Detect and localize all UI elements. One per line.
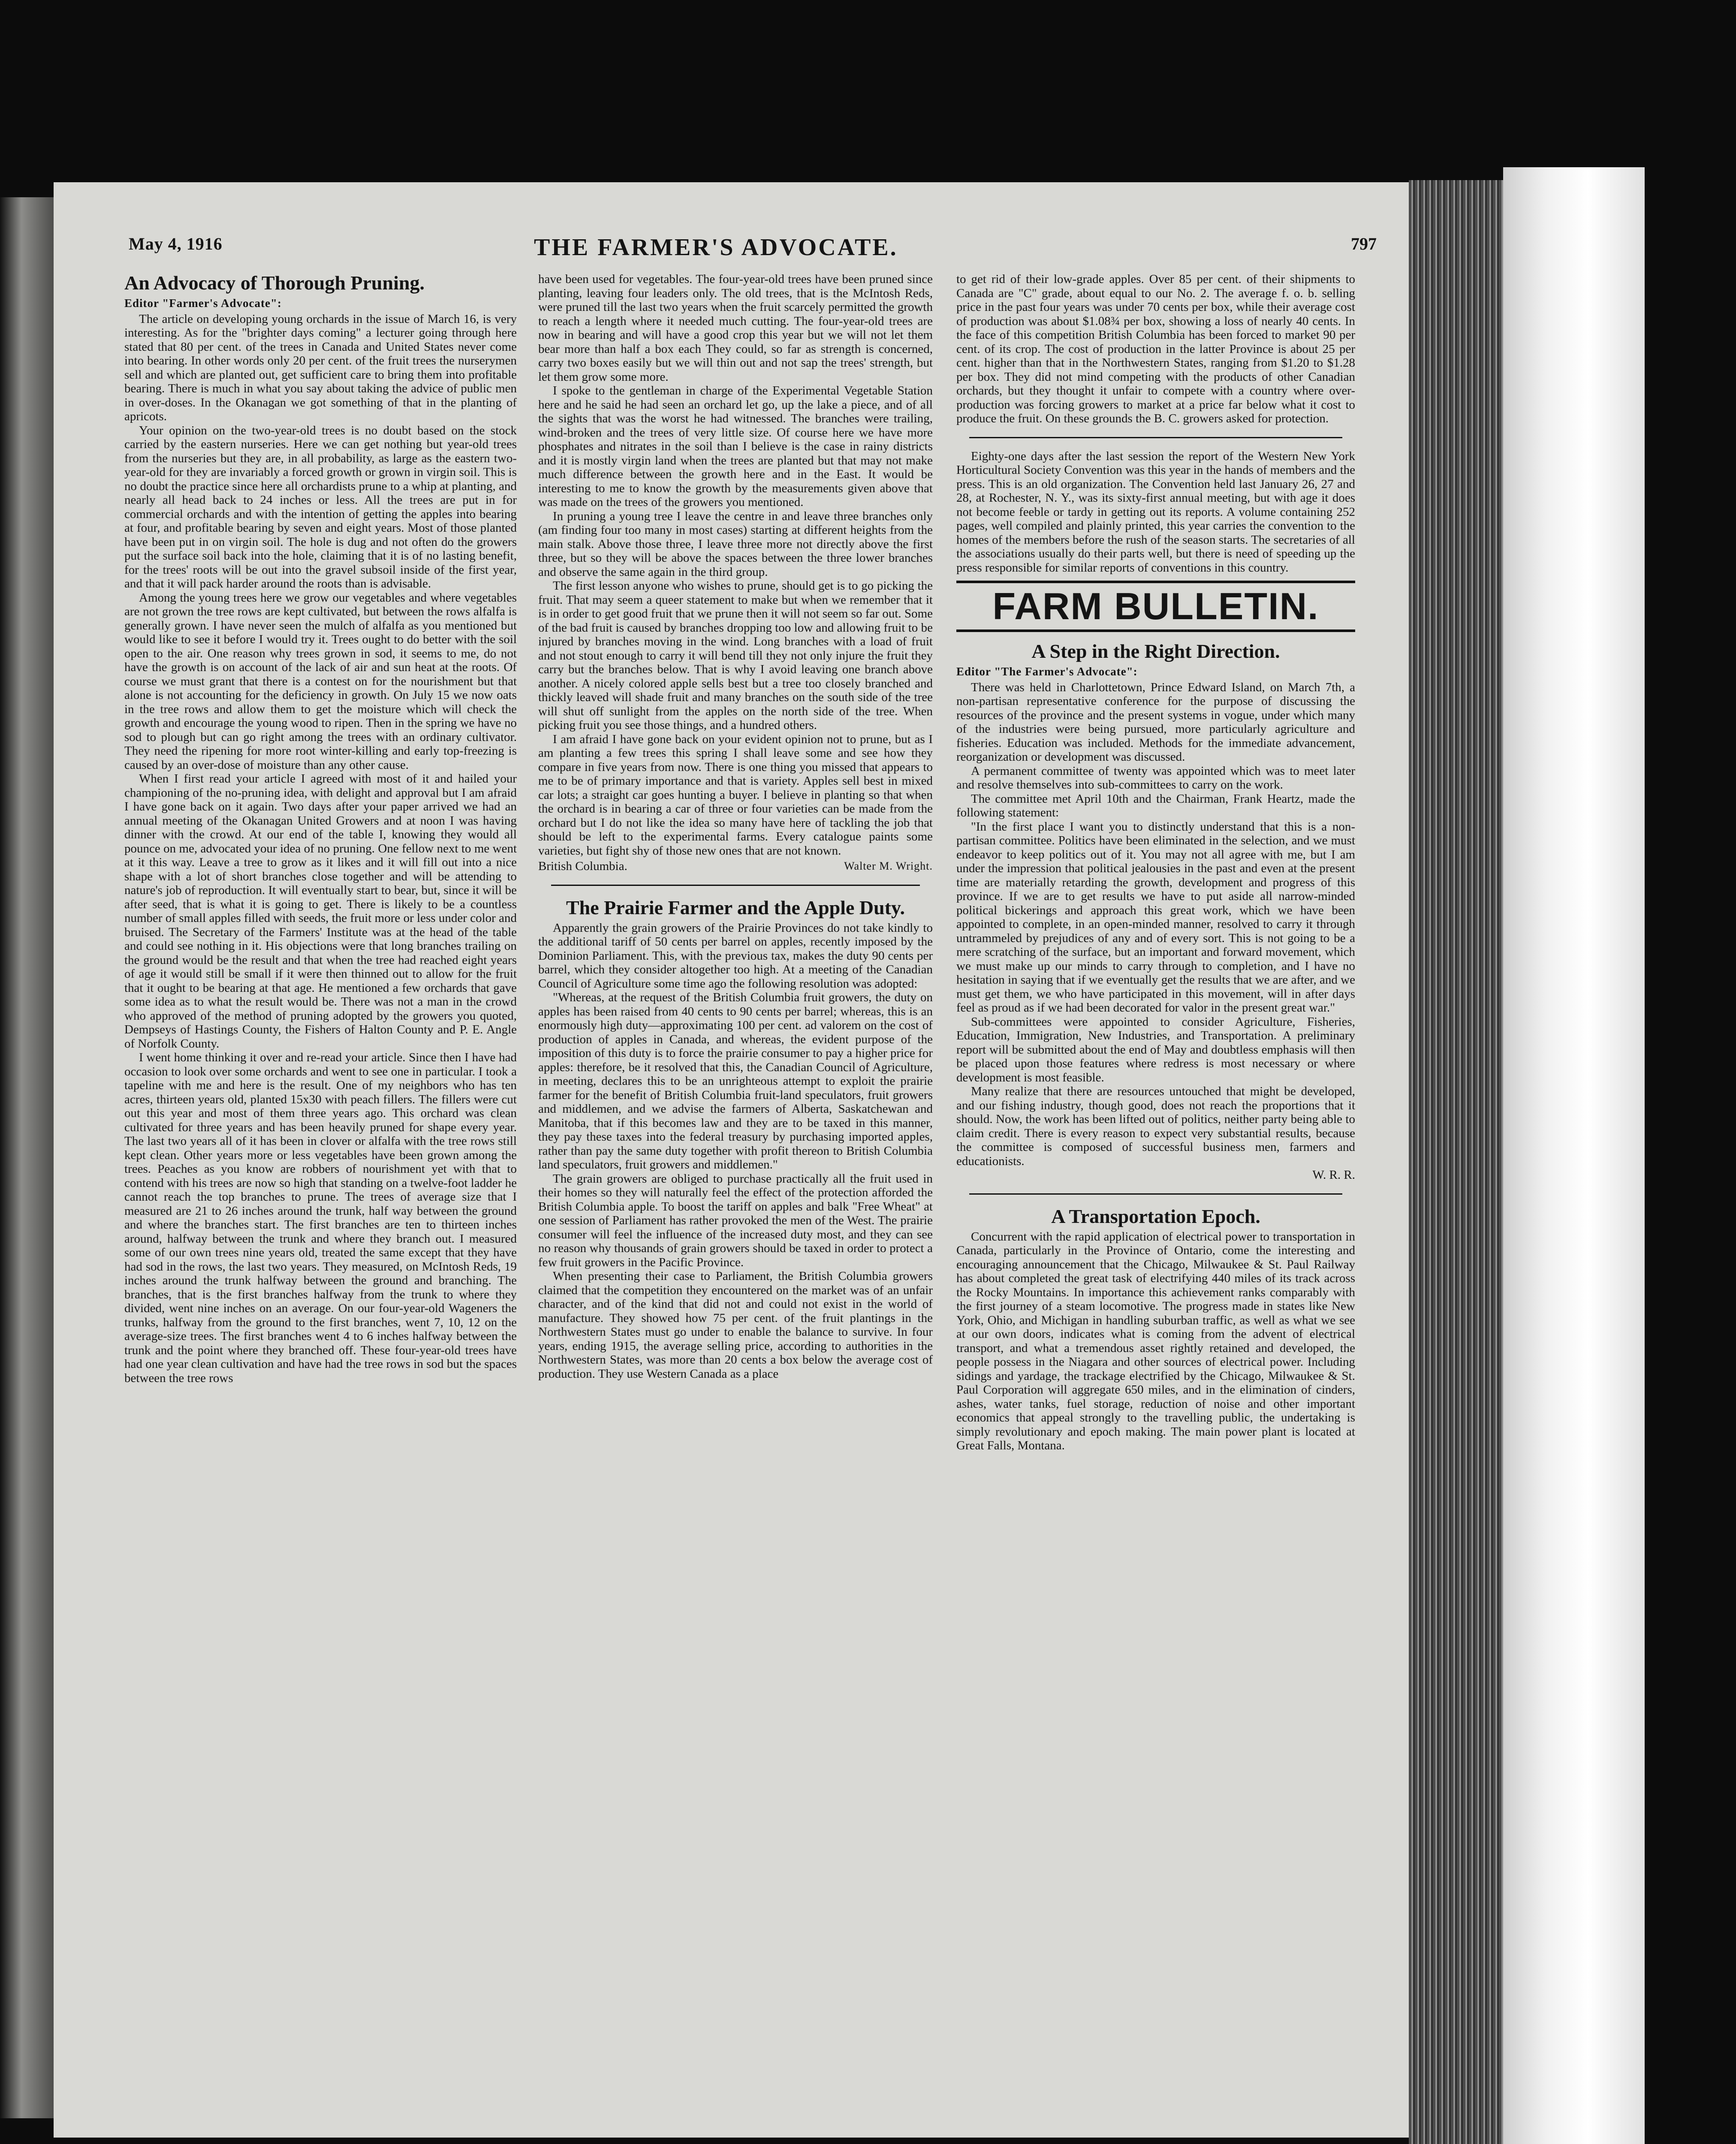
initials: W. R. R. [1312,1168,1355,1182]
paragraph: When presenting their case to Parliament, the British Columbia growers claimed that the competition they encountered on the market was of an unfair character, and of the kind that did not and could not exist in the world of manufacture. They showed how 75 per cent. of the fruit plantings in the Northwestern States must go under to enable the balance to survive. In four years, ending 1915, the average selling price, according to authorities in the Northwestern States, was more than 20 cents a box below the average cost of production. They use Western Canada as a place [538,1269,933,1381]
paragraph: Your opinion on the two-year-old trees is no doubt based on the stock carried by the eastern nurseries. Here we can get nothing but year-old trees from the nurseries but they are, in all probability, as large as the eastern two-year-old for they are invariably a forced growth or grown in virgin soil. This is no doubt the practice since here all orchardists prune to a whip at planting, and nearly all head back to 24 inches or less. All the trees are put in for commercial orchards and with the intention of getting the apples into bearing at four, and profitable bearing by seven and eight years. Most of those planted have been put in on virgin soil. The hole is dug and not often do the growers put the surface soil back into the hole, claiming that it is of no lasting benefit, for the trees' roots will be out into the gravel subsoil inside of the first year, and that it will pack harder around the roots than is advisable. [124,423,517,590]
paragraph: I spoke to the gentleman in charge of the Experimental Vegetable Station here and he said he had seen an orchard let go, up the lake a piece, and of all the sights that was the worst he had witnessed. The branches were trailing, wind-broken and the trees of very little size. Of course here we have more phosphates and nitrates in the soil than I believe is the case in rainy districts and it is mostly virgin land when the trees are planted but that may not make much difference between the growth here and in the East. It would be interesting to me to know the growth by the measurements given above that was made on the trees of the growers you mentioned. [538,384,933,509]
divider [551,885,920,886]
paragraph: "In the first place I want you to distinctly understand that this is a non-partisan committee. Politics have been eliminated in the selection, and we must endeavor to keep politics out of it. You may not all agree with me, but I am under the impression that political jealousies in the past and even at the present time are materially retarding the growth, development and progress of this province. If we are to get results we have to put aside all narrow-minded political bickerings and approach this great work, which we have been appointed to complete, in an open-minded manner, resolved to carry it through untrammeled by prejudices of any and of every sort. This is not going to be a mere scratching of the surface, but an important and forward movement, which we must make up our minds to carry through to completion, and I have no hesitation in saying that if we eventually get the results that we are after, and we must get them, we who have participated in this movement, will in after days feel as proud as if we had been decorated for valor in the present great war." [956,819,1355,1015]
divider [969,437,1342,438]
page-number: 797 [1351,234,1377,253]
paragraph: Apparently the grain growers of the Prairie Provinces do not take kindly to the additional tariff of 50 cents per barrel on apples, recently imposed by the Dominion Parliament. This, with the previous tax, makes the duty 90 cents per barrel, which they consider altogether too high. At a meeting of the Canadian Council of Agriculture some time ago the following resolution was adopted: [538,921,933,991]
paragraph: Concurrent with the rapid application of electrical power to transportation in Canada, particularly in the Province of Ontario, come the interesting and encouraging announcement that the Chicago, Milwaukee & St. Paul Railway has about completed the great task of electrifying 440 miles of its track across the Rocky Mountains. In importance this achievement ranks comparably with the first journey of a steam locomotive. The progress made in states like New York, Ohio, and Michigan in handling suburban traffic, as well as what we see at our own doors, indicates what is coming from the advent of electrical transport, and what a tremendous asset rightly retained and developed, the people possess in the Niagara and other sources of electrical power. Including sidings and yardage, the trackage electrified by the Chicago, Milwaukee & St. Paul Corporation will aggregate 650 miles, and in the elimination of cinders, ashes, water tanks, fuel storage, reduction of noise and other important economics that appeal strongly to the travelling public, the undertaking is simply revolutionary and epoch making. The main power plant is located at Great Falls, Montana. [956,1229,1355,1452]
author: Walter M. Wright. [844,860,933,872]
paragraph: When I first read your article I agreed with most of it and hailed your championing of the no-pruning idea, with delight and approval but I am afraid I have gone back on it again. Two days after your paper arrived we had an annual meeting of the Okanagan United Growers and at noon I was having dinner with the crowd. At our end of the table I, knowing they would all pounce on me, advocated your idea of no pruning. One fellow next to me went at it this way. Leave a tree to grow as it likes and it will fill out into a nice shape with a lot of short branches close together and will be attending to nature's job of reproduction. It will eventually start to bear, but, since it will be after seed, that is what it is going to get. There is likely to be a countless number of small apples filled with seeds, the fruit more or less under color and bruised. The Secretary of the Farmers' Institute was at the head of the table and could see nothing in it. His objections were that long branches trailing on the ground would be the result and that when the tree had reached eight years of age it would still be small if it were then thinned out to allow for the fruit that it ought to be bearing at that age. He mentioned a few orchards that gave some idea as to what the result would be. There was not a man in the crowd who approved of the method of pruning adopted by the growers you quoted, Dempseys of Hastings County, the Fishers of Halton County and P. E. Angle of Norfolk County. [124,772,517,1051]
paragraph: to get rid of their low-grade apples. Over 85 per cent. of their shipments to Canada are "C" grade, about equal to our No. 2. The average f. o. b. selling price in the past four years was under 70 cents per box, while their average cost of production was about $1.08¾ per box, showing a loss of nearly 40 cents. In the face of this competition British Columbia has been forced to market 90 per cent. of its crop. The cost of production in the latter Province is about 25 per cent. higher than that in the Northwestern States, ranging from $1.20 to $1.28 per box. They did not mind competing with the products of other Canadian orchards, but they thought it unfair to compete with a country where over-production was forcing growers to market at a price far below what it cost to produce the fruit. On these grounds the B. C. growers asked for protection. [956,272,1355,425]
paragraph: Among the young trees here we grow our vegetables and where vegetables are not grown the tree rows are kept cultivated, but between the rows alfalfa is generally grown. I have never seen the mulch of alfalfa as you mentioned but would like to see it before I would try it. Trees ought to do better with the soil open to the air. One reason why trees grown in sod, it seems to me, do not have the growth is on account of the lack of air and sun heat at the roots. Of course we must grant that there is a contest on for the nourishment but that alone is not accounting for the deficiency in growth. On July 15 we now oats in the tree rows and allow them to get the moisture which will check the growth and encourage the young wood to ripen. Then in the spring we have no sod to plough but can go right among the trees with an ordinary cultivator. They need the ripening for more root winter-killing and early top-freezing is caused by an over-dose of moisture than any other cause. [124,590,517,772]
left-page-edge [0,197,54,2118]
editor-salutation: Editor "The Farmer's Advocate": [956,665,1138,678]
signature-line [538,859,933,873]
book-page-edges [1409,180,1503,2144]
paragraph: The article on developing young orchards in the issue of March 16, is very interesting. As for the "brighter days coming" a lecturer going through here stated that 80 per cent. of the trees in Canada and United States never come into bearing. In other words only 20 per cent. of the fruit trees the nurserymen sell and which are planted out, get sufficient care to bring them into profitable bearing. There is much in what you say about taking the advice of public men in over-doses. In the Okanagan we got something of that in the planting of apricots. [124,312,517,423]
masthead: THE FARMER'S ADVOCATE. [534,234,898,261]
paragraph: have been used for vegetables. The four-year-old trees have been pruned since planting, leaving four leaders only. The old trees, that is the McIntosh Reds, were pruned till the last two years when the fruit scarcely permitted the growth to reach a length where it needed much cutting. The four-year-old trees are now in bearing and will have a good crop this year but we will not let them bear more than half a box each They could, so far as strength is concerned, carry two boxes easily but we will thin out and not sap the trees' strength, but let them grow some more. [538,272,933,384]
editor-salutation: Editor "Farmer's Advocate": [124,297,282,310]
article-title-transport: A Transportation Epoch. [1051,1205,1260,1227]
paragraph: Sub-committees were appointed to consider Agriculture, Fisheries, Education, Immigration, New Industries, and Transportation. A preliminary report will be submitted about the end of May and doubtless emphasis will then be placed upon those features where redress is most necessary or where development is most feasible. [956,1015,1355,1084]
paragraph: A permanent committee of twenty was appointed which was to meet later and resolve themselves into sub-committees to carry on the work. [956,764,1355,792]
issue-date: May 4, 1916 [129,234,223,253]
divider [969,1193,1342,1195]
newspaper-page [54,182,1409,2138]
paragraph: The committee met April 10th and the Chairman, Frank Heartz, made the following statement: [956,792,1355,819]
paragraph: "Whereas, at the request of the British Columbia fruit growers, the duty on apples has been raised from 40 cents to 90 cents per barrel; whereas, this is an enormously high duty—approximating 100 per cent. ad valorem on the cost of production of apples in Canada, and whereas, the evident purpose of the imposition of this duty is to force the prairie consumer to pay a higher price for apples: therefore, be it resolved that this, the Canadian Council of Agriculture, in meeting, declares this to be an unrighteous attempt to exploit the prairie farmer for the benefit of British Columbia fruit-land speculators, fruit growers and middlemen, and we advise the farmers of Alberta, Saskatchewan and Manitoba, that if this becomes law and they are to be taxed in this manner, they pay these taxes into the federal treasury by purchasing imported apples, rather than pay the same duty together with profit thereon to British Columbia land speculators, fruit growers and middlemen." [538,991,933,1171]
article-title-step: A Step in the Right Direction. [1031,640,1280,662]
paragraph: The grain growers are obliged to purchase practically all the fruit used in their homes so they will naturally feel the effect of the protection afforded the British Columbia apple. To boost the tariff on apples and balk "Free Wheat" at one session of Parliament has rather provoked the men of the West. The prairie consumer will feel the influence of the increased duty most, and they can see no reason why thousands of grain growers should be taxed in order to protect a few fruit growers in the Pacific Province. [538,1171,933,1269]
place: British Columbia. [538,859,627,873]
paragraph: Eighty-one days after the last session the report of the Western New York Horticultural Society Convention was this year in the hands of members and the press. This is an old organization. The Convention held last January 26, 27 and 28, at Rochester, N. Y., was its sixty-first annual meeting, but with age it does not become feeble or tardy in getting out its reports. A volume containing 252 pages, well compiled and plainly printed, this year carries the convention to the homes of the members before the rush of the season starts. The secretaries of all the associations usually do their parts well, but there is need of speeding up the press responsible for similar reports of conventions in this country. [956,449,1355,575]
paragraph: The first lesson anyone who wishes to prune, should get is to go picking the fruit. That may seem a queer statement to make but when we remember that it is in order to get good fruit that we prune then it will not seem so far out. Some of the bad fruit is caused by branches dropping too low and allowing fruit to be injured by branches moving in the wind. Long branches with a load of fruit and not stout enough to carry it will bend till they not only injure the fruit they carry but the branches below. That is why I avoid leaving one branch above another. A nicely colored apple sells best but a tree too closely branched and thickly leaved will shade fruit and many branches on the south side of the tree will shut off sunlight from the apples on the north side of the tree. When picking fruit you see those things, and a hundred others. [538,579,933,732]
column-2 [538,272,933,1381]
paragraph: There was held in Charlottetown, Prince Edward Island, on March 7th, a non-partisan representative conference for the purpose of discussing the resources of the province and the present systems in vogue, under which many of the industries were being pursued, more particularly agriculture and fisheries. Education was included. Methods for the immediate advancement, reorganization or development was discussed. [956,680,1355,764]
paragraph: Many realize that there are resources untouched that might be developed, and our fishing industry, though good, does not reach the proportions that it should. Now, the work has been lifted out of politics, neither party being able to claim credit. There is every reason to expect very substantial results, because the committee is composed of successful business men, farmers and educationists. [956,1084,1355,1168]
article-title-pruning: An Advocacy of Thorough Pruning. [124,272,425,294]
scan-margin [1503,167,1645,2144]
column-3 [956,272,1355,1453]
column-1 [124,272,517,1385]
paragraph: I am afraid I have gone back on your evident opinion not to prune, but as I am planting a few trees this spring I shall leave some and see how they compare in five years from now. There is one thing you missed that appears to me to be of primary importance and that is variety. Apples sell best in mixed car lots; a straight car goes hunting a buyer. I believe in planting so that when the orchard is in bearing a car of three or four varieties can be made from the orchard but I do not like the idea so many have here of tackling the job that should be left to the experimental farms. Every catalogue paints some varieties, but fight shy of those new ones that are not known. [538,732,933,858]
farm-bulletin-banner: FARM BULLETIN. [956,581,1355,632]
article-title-prairie: The Prairie Farmer and the Apple Duty. [566,896,905,918]
paragraph: In pruning a young tree I leave the centre in and leave three branches only (am finding four too many in most cases) starting at different heights from the main stalk. Above those three, I leave three more not directly above the first three, but so they will be above the spaces between the three lower branches and observe the same again in the third group. [538,509,933,579]
paragraph: I went home thinking it over and re-read your article. Since then I have had occasion to look over some orchards and went to see one in particular. I took a tapeline with me and here is the result. One of my neighbors who has ten acres, thirteen years old, planted 15x30 with peach fillers. The fillers were cut out this year and most of them three years ago. This orchard was clean cultivated for three years and has been heavily pruned for shape every year. The last two years all of it has been in clover or alfalfa with the tree rows still kept clean. Other years more or less vegetables have been grown among the trees. Peaches as you know are robbers of nourishment yet with that to contend with his trees are now so high that standing on a twelve-foot ladder he cannot reach the top branches to prune. The trees of average size that I measured are 21 to 26 inches around the trunk, half way between the ground and where the branches start. The first branches are ten to thirteen inches around, halfway between the trunk and where they branch out. I measured some of our own trees nine years old, treated the same except that they have had sod in the rows, the last two years. They measured, on McIntosh Reds, 19 inches around the trunk halfway between the ground and branching. The branches, that is the first branches halfway from the trunk to where they divided, went nine inches on an average. On our four-year-old Wageners the trunks, halfway from the ground to the first branches, went 7, 10, 12 on the average-size trees. The first branches went 4 to 6 inches halfway between the trunk and the point where they branched off. These four-year-old trees have had one year clean cultivation and have had the tree rows in sod but the spaces between the tree rows [124,1051,517,1385]
